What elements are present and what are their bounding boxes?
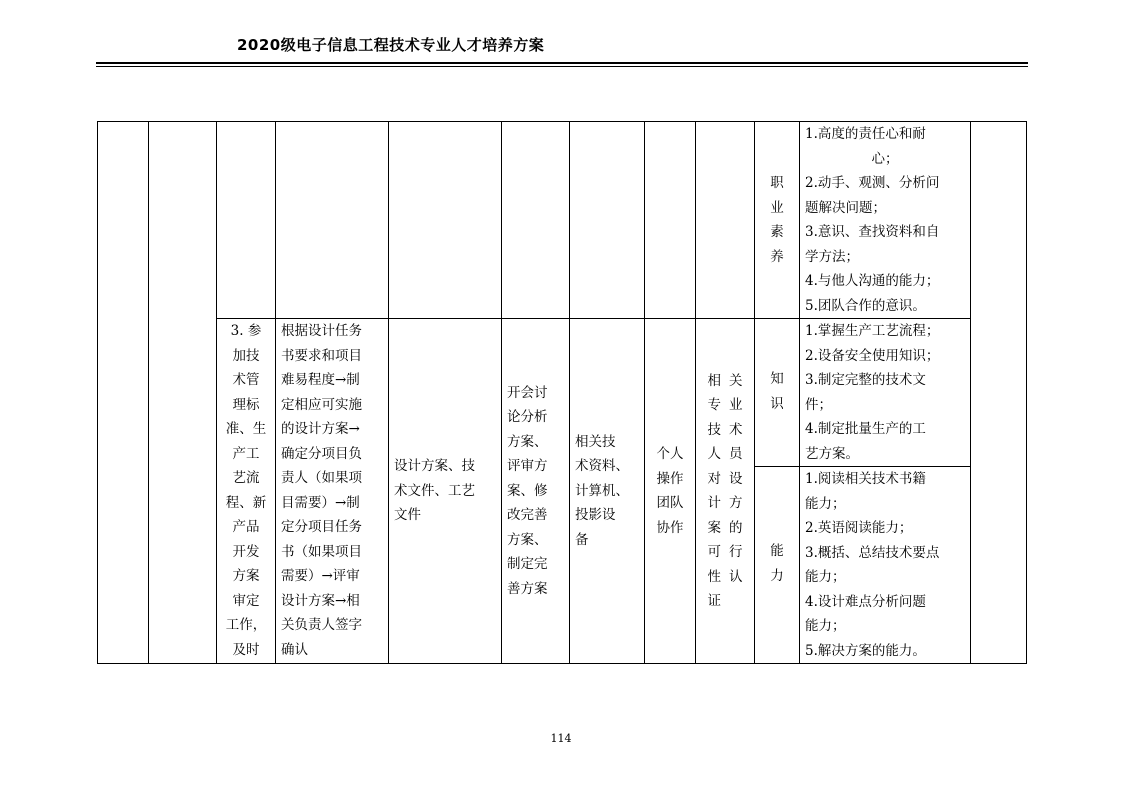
empty-cell	[645, 122, 696, 319]
list-item: 3.概括、总结技术要点	[805, 544, 940, 561]
list-item: 1.掌握生产工艺流程；	[805, 323, 940, 339]
list-item: 1.高度的责任心和耐	[805, 126, 926, 142]
header-rule-thin	[96, 66, 1028, 67]
ability-label-cell	[755, 467, 800, 664]
list-item: 4.设计难点分析问题	[805, 593, 926, 610]
header-rule-thick	[96, 62, 1028, 64]
list-item: 2.设备安全使用知识；	[805, 347, 940, 364]
ability-items-cell	[800, 467, 971, 664]
process-cell: 根据设计任务 书要求和项目 难易程度→制 定相应可实施 的设计方案→ 确定分项目负 责人（如果项 目需要）→制 定分项目任务 书（如果项目 需要）→评审 设计方案→相 关负责人签字 确认	[276, 319, 389, 664]
knowledge-label-cell	[755, 319, 800, 467]
list-item: 艺方案。	[805, 445, 859, 462]
training-plan-table	[97, 121, 1027, 664]
requirement-col-1: 相 专 技 人 对 计 案 可 性 证	[707, 372, 721, 609]
empty-cell	[971, 122, 1027, 664]
list-item: 学方法；	[805, 248, 859, 265]
ability-label: 能 力	[770, 543, 784, 584]
list-item: 题解决问题；	[805, 199, 886, 216]
list-item: 1.阅读相关技术书籍	[805, 471, 926, 487]
empty-cell	[389, 122, 502, 319]
empty-cell	[217, 122, 276, 319]
requirement-cell	[696, 319, 755, 664]
empty-cell	[570, 122, 645, 319]
literacy-label: 职 业 素 养	[770, 175, 784, 265]
task-title-cell: 3. 参 加技 术管 理标 准、生 产工 艺流 程、新 产品 开发 方案 审定 工作， 及时	[217, 319, 276, 664]
page-number: 114	[550, 732, 572, 745]
empty-cell	[276, 122, 389, 319]
method-cell: 开会讨 论分析 方案、 评审方 案、修 改完善 方案、 制定完 善方案	[502, 319, 570, 664]
output-cell: 设计方案、技 术文件、工艺 文件	[389, 319, 502, 664]
knowledge-items-cell	[800, 319, 971, 467]
list-item: 2.英语阅读能力；	[805, 520, 913, 536]
list-item: 3.制定完整的技术文	[805, 372, 926, 388]
literacy-label-cell	[755, 122, 800, 319]
list-item: 心；	[871, 150, 899, 167]
list-item: 4.制定批量生产的工	[805, 421, 926, 437]
list-item: 能力；	[805, 495, 846, 512]
tools-cell: 相关技 术资料、 计算机、 投影设 备	[570, 319, 645, 664]
literacy-items-cell	[800, 122, 971, 319]
empty-cell	[502, 122, 570, 319]
list-item: 4.与他人沟通的能力；	[805, 273, 940, 289]
empty-cell	[149, 122, 217, 664]
page-header-title: 2020级电子信息工程技术专业人才培养方案	[237, 36, 545, 54]
list-item: 件；	[805, 396, 832, 413]
empty-cell	[98, 122, 149, 664]
requirement-columns	[696, 369, 754, 614]
table-row	[98, 319, 1027, 467]
table-row	[98, 122, 1027, 319]
empty-cell	[696, 122, 755, 319]
list-item: 2.动手、观测、分析问	[805, 175, 940, 191]
knowledge-label: 知 识	[770, 371, 784, 412]
list-item: 5.解决方案的能力。	[805, 642, 926, 659]
list-item: 能力；	[805, 618, 846, 634]
list-item: 能力；	[805, 569, 846, 585]
list-item: 3.意识、查找资料和自	[805, 224, 940, 240]
mode-cell: 个人 操作 团队 协作	[645, 319, 696, 664]
requirement-col-2: 关 业 术 员 设 方 的 行 认	[729, 372, 743, 585]
list-item: 5.团队合作的意识。	[805, 297, 926, 314]
